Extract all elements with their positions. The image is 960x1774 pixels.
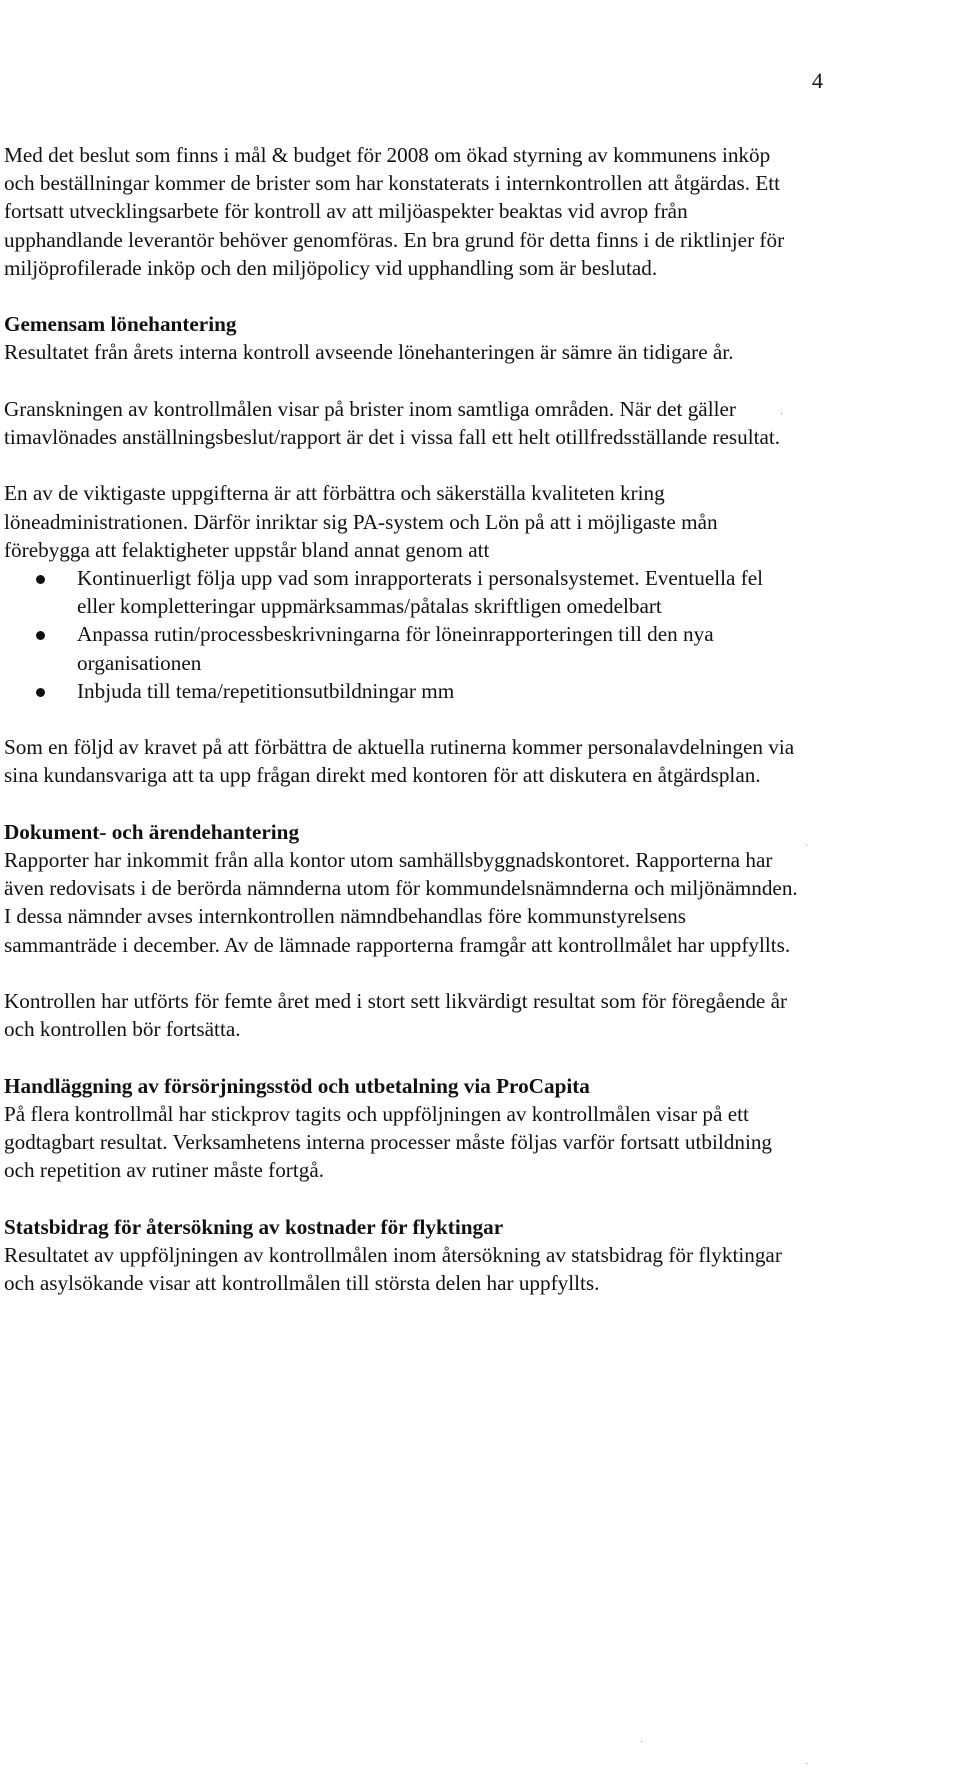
- bullet-icon: [36, 688, 45, 697]
- scan-speck: ·: [805, 1759, 809, 1770]
- scan-speck: ·: [805, 841, 809, 852]
- document-body: [4, 141, 804, 1297]
- heading-statsbidrag: Statsbidrag för återsökning av kostnader för flyktingar: [4, 1214, 504, 1239]
- lone-paragraph-4: Som en följd av kravet på att förbättra de aktuella rutinerna kommer personalavdelningen via sina kundansvariga att ta upp frågan direkt med kontoren för att diskutera en åtgärdsplan.: [4, 735, 795, 788]
- statsbidrag-paragraph-1: Resultatet av uppföljningen av kontrollmålen inom återsökning av statsbidrag för flyktingar och asylsökande visar att kontrollmålen till största delen har uppfyllts.: [4, 1242, 782, 1295]
- list-item-text: Anpassa rutin/processbeskrivningarna för löneinrapporteringen till den nya organisationen: [77, 622, 714, 675]
- list-item: [77, 564, 804, 620]
- list-item: [77, 677, 804, 705]
- procapita-paragraph-1: På flera kontrollmål har stickprov tagits och uppföljningen av kontrollmålen visar på ett godtagbart resultat. Verksamhetens interna processer måste följas varför fortsatt utbildning och repetition av rutiner måste fortgå.: [4, 1101, 773, 1183]
- list-item-text: Inbjuda till tema/repetitionsutbildningar mm: [77, 678, 455, 703]
- bullet-icon: [36, 631, 45, 640]
- lone-paragraph-3: En av de viktigaste uppgifterna är att förbättra och säkerställa kvaliteten kring löneadministrationen. Därför inriktar sig PA-system och Lön på att i möjligaste mån förebygga att felaktigheter uppstår bland annat genom att: [4, 481, 718, 562]
- lone-paragraph-1: Resultatet från årets interna kontroll avseende lönehanteringen är sämre än tidigare år.: [4, 340, 734, 365]
- dokument-paragraph-2: Kontrollen har utförts för femte året med i stort sett likvärdigt resultat som för föregående år och kontrollen bör fortsätta.: [4, 989, 788, 1042]
- heading-dokumenthantering: Dokument- och ärendehantering: [4, 819, 300, 844]
- scan-speck: ·: [780, 409, 784, 420]
- list-item: [77, 620, 804, 676]
- list-item-text: Kontinuerligt följa upp vad som inrapporterats i personalsystemet. Eventuella fel eller kompletteringar uppmärksammas/påtalas skriftligen omedelbart: [77, 566, 764, 619]
- lone-paragraph-2: Granskningen av kontrollmålen visar på brister inom samtliga områden. När det gäller timavlönades anställningsbeslut/rapport är det i vissa fall ett helt otillfredsställande resultat.: [4, 396, 781, 449]
- intro-paragraph: Med det beslut som finns i mål & budget för 2008 om ökad styrning av kommunens inköp och beställningar kommer de brister som har konstaterats i internkontrollen att åtgärdas. Ett fortsatt utvecklingsarbete för kontroll av att miljöaspekter beaktas vid avrop från upphandlande leverantör behöver genomföras. En bra grund för detta finns i de riktlinjer för miljöprofilerade inköp och den miljöpolicy vid upphandling som är beslutad.: [4, 143, 785, 280]
- heading-procapita: Handläggning av försörjningsstöd och utbetalning via ProCapita: [4, 1073, 590, 1098]
- lone-bullet-list: [4, 564, 804, 705]
- dokument-paragraph-1: Rapporter har inkommit från alla kontor utom samhällsbyggnadskontoret. Rapporterna har även redovisats i de berörda nämnderna utom för kommundelsnämnderna och miljönämnden. I dessa nämnder avses internkontrollen nämndbehandlas före kommunstyrelsens sammanträde i december. Av de lämnade rapporterna framgår att kontrollmålet har uppfyllts.: [4, 848, 798, 957]
- page-number: 4: [812, 68, 823, 93]
- heading-lonehantering: Gemensam lönehantering: [4, 312, 237, 337]
- bullet-icon: [36, 575, 45, 584]
- scan-speck: ·: [640, 1737, 644, 1748]
